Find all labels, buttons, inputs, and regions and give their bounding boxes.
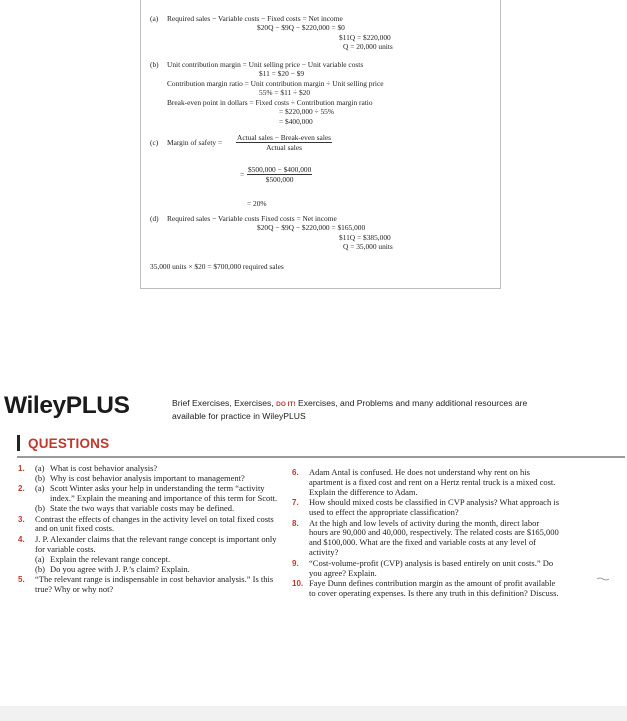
sub-label: (a) xyxy=(35,463,45,473)
sub-label: (b) xyxy=(35,563,45,574)
margin-of-safety-label: Margin of safety = xyxy=(167,138,223,147)
part-d-line-3: $11Q = $385,000 xyxy=(339,233,391,242)
question-text: “Cost-volume-profit (CVP) analysis is based entirely on unit costs.” Do you agree? Explain. xyxy=(309,557,554,578)
sub-text: Why is cost behavior analysis important to management? xyxy=(50,472,245,483)
question-number: 2. xyxy=(18,484,25,494)
sub-text: Explain the relevant range concept. xyxy=(50,553,171,564)
part-d-line-2: $20Q − $9Q − $220,000 = $165,000 xyxy=(257,223,366,232)
part-b-line-6: = $220,000 ÷ 55% xyxy=(279,107,335,116)
do-it-mark: DO IT! xyxy=(276,401,296,408)
part-a-line-1: Required sales − Variable costs − Fixed costs = Net income xyxy=(167,14,343,23)
questions-title: QUESTIONS xyxy=(28,436,110,451)
solution-box xyxy=(140,0,501,289)
question-text: At the high and low levels of activity during the month, direct labor hours are 90,000 and 40,000, respectively. The related costs are $165,000 and $100,000. What are the fixed and variable costs at any level of activity? xyxy=(309,517,559,558)
question-text: Adam Antal is confused. He does not understand why rent on his apartment is a fixed cost and rent on a Hertz rental truck is a mixed cost. Explain the difference to Adam. xyxy=(309,467,556,497)
question-number: 5. xyxy=(18,574,25,584)
part-b-line-1: Unit contribution margin = Unit selling price − Unit variable costs xyxy=(167,60,364,69)
part-b-line-3: Contribution margin ratio = Unit contribution margin ÷ Unit selling price xyxy=(167,79,384,88)
sub-text: Scott Winter asks your help in understanding the term “activity index.” Explain the meaning and importance of this term for Scott. xyxy=(50,483,278,504)
part-b-line-4: 55% = $11 ÷ $20 xyxy=(259,88,311,97)
wileyplus-desc-start: Brief Exercises, Exercises, xyxy=(172,398,274,408)
sub-text: State the two ways that variable costs may be defined. xyxy=(50,503,235,514)
equals-sign: = xyxy=(240,170,245,179)
question-text: Faye Dunn defines contribution margin as the amount of profit available to cover operating expenses. Is there any truth in this definition? Discuss. xyxy=(309,577,559,598)
part-a-label: (a) xyxy=(150,14,159,23)
wileyplus-logo: WileyPLUS xyxy=(4,392,130,419)
question-sub xyxy=(35,504,284,514)
part-d-line-4: Q = 35,000 units xyxy=(343,242,393,251)
part-d-label: (d) xyxy=(150,214,159,223)
question-4 xyxy=(18,535,284,575)
part-c-result: = 20% xyxy=(247,199,267,208)
sub-label: (a) xyxy=(35,483,45,494)
question-sub xyxy=(35,474,284,484)
questions-column-right xyxy=(292,468,560,599)
part-b-label: (b) xyxy=(150,60,159,69)
question-number: 7. xyxy=(292,498,299,508)
question-sub xyxy=(35,484,284,504)
question-3 xyxy=(18,515,284,535)
question-9 xyxy=(292,559,560,579)
question-8 xyxy=(292,519,560,559)
questions-column-left xyxy=(18,464,284,595)
part-a-line-3: $11Q = $220,000 xyxy=(339,33,391,42)
sub-label: (a) xyxy=(35,553,45,564)
fraction-values xyxy=(247,165,312,184)
question-10 xyxy=(292,579,560,599)
question-number: 9. xyxy=(292,558,299,568)
question-text: Contrast the effects of changes in the activity level on total fixed costs and on unit fixed costs. xyxy=(35,513,274,534)
question-6 xyxy=(292,468,560,498)
question-2 xyxy=(18,484,284,514)
sub-text: What is cost behavior analysis? xyxy=(50,463,158,473)
question-number: 6. xyxy=(292,468,299,477)
question-number: 8. xyxy=(292,518,299,528)
fraction-formula-numerator: Actual sales − Break-even sales xyxy=(237,133,332,142)
fraction-values-numerator: $500,000 − $400,000 xyxy=(248,165,312,174)
fraction-values-denominator: $500,000 xyxy=(265,175,294,185)
fraction-formula xyxy=(236,133,332,152)
part-a-line-4: Q = 20,000 units xyxy=(343,42,393,51)
question-1 xyxy=(18,464,284,484)
question-number: 10. xyxy=(292,578,304,588)
fraction-formula-denominator: Actual sales xyxy=(266,143,302,153)
question-5 xyxy=(18,575,284,595)
part-c-label: (c) xyxy=(150,138,159,147)
question-text: “The relevant range is indispensable in cost behavior analysis.” Is this true? Why or why not? xyxy=(35,573,274,594)
questions-heading-bar xyxy=(17,435,20,451)
question-text: How should mixed costs be classified in CVP analysis? What approach is used to effect the appropriate classification? xyxy=(309,497,559,518)
part-b-line-2: $11 = $20 − $9 xyxy=(259,69,305,78)
part-b-line-5: Break-even point in dollars = Fixed costs ÷ Contribution margin ratio xyxy=(167,98,373,107)
part-d-line-1: Required sales − Variable costs Fixed costs = Net income xyxy=(167,214,337,223)
sub-label: (b) xyxy=(35,472,45,483)
questions-divider xyxy=(17,456,625,458)
question-number: 1. xyxy=(18,464,25,473)
part-d-final: 35,000 units × $20 = $700,000 required sales xyxy=(150,262,284,271)
question-text: J. P. Alexander claims that the relevant range concept is important only for variable costs. xyxy=(35,533,277,554)
sub-label: (b) xyxy=(35,503,45,514)
sub-text: Do you agree with J. P.’s claim? Explain. xyxy=(50,563,190,574)
question-7 xyxy=(292,498,560,518)
question-number: 3. xyxy=(18,514,25,524)
part-b-line-7: = $400,000 xyxy=(279,117,313,126)
wileyplus-description xyxy=(172,398,552,421)
part-a-line-2: $20Q − $9Q − $220,000 = $0 xyxy=(257,23,345,32)
question-sub xyxy=(35,565,284,575)
question-number: 4. xyxy=(18,534,25,544)
margin-scribble-icon xyxy=(596,577,610,581)
wileyplus-desc-end: Exercises, and Problems and many additional resources are available for practice in WileyPLUS xyxy=(172,398,528,421)
